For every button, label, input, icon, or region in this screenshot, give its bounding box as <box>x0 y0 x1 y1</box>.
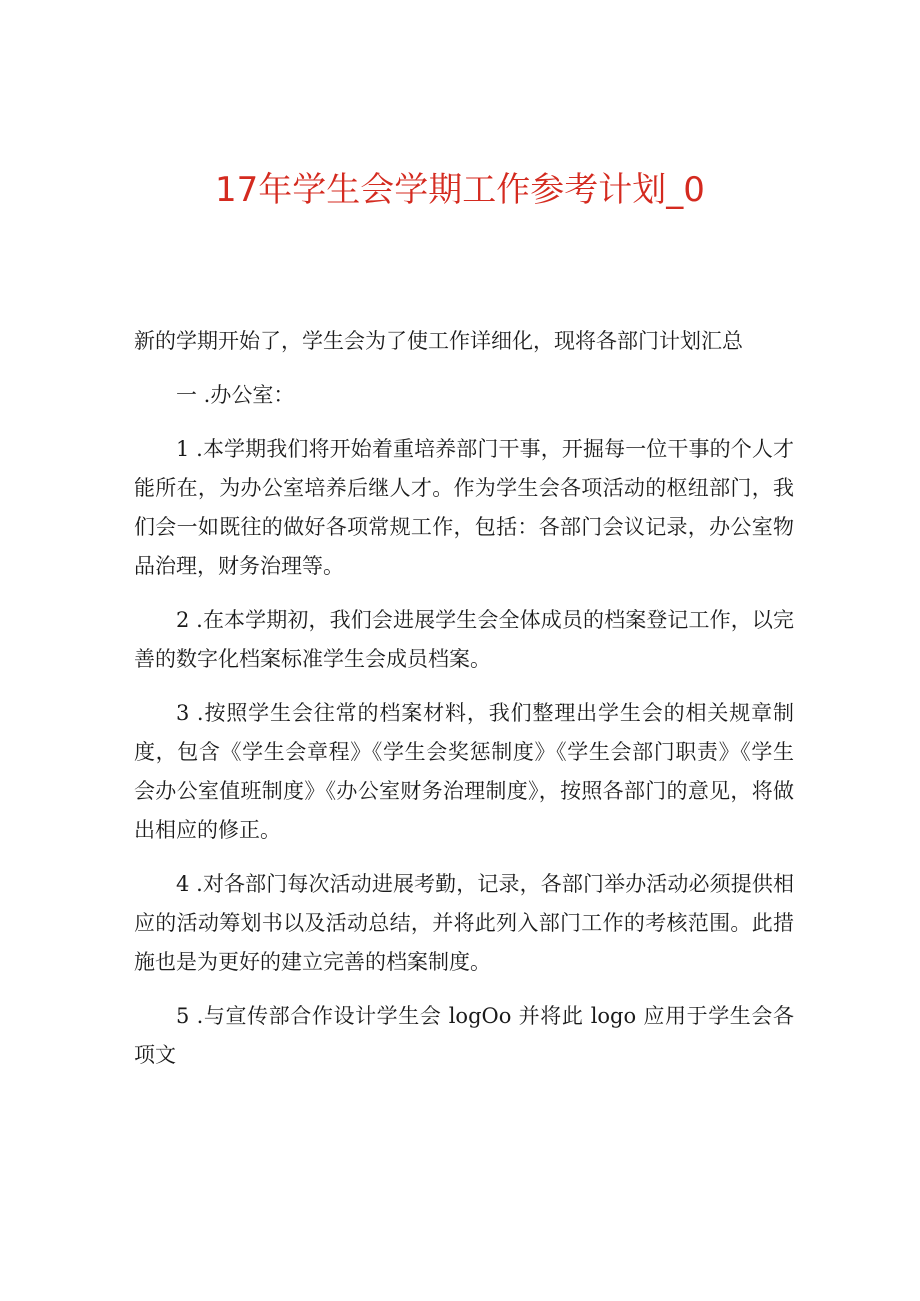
paragraph-item-1: 1 .本学期我们将开始着重培养部门干事，开掘每一位干事的个人才能所在，为办公室培养后继人才。作为学生会各项活动的枢纽部门，我们会一如既往的做好各项常规工作，包括：各部门会议记录，办公室物品治理，财务治理等。 <box>134 437 794 578</box>
intro-paragraph: 新的学期开始了，学生会为了使工作详细化，现将各部门计划汇总 <box>134 329 743 353</box>
paragraph-item-5: 5 .与宣传部合作设计学生会 logOo 并将此 logo 应用于学生会各项文 <box>134 1004 794 1067</box>
document-title: 17年学生会学期工作参考计划_0 <box>215 170 705 210</box>
section-heading-office: 一 .办公室： <box>176 383 295 407</box>
document-body <box>134 322 794 1090</box>
paragraph-item-3: 3 .按照学生会往常的档案材料，我们整理出学生会的相关规章制度，包含《学生会章程》《学生会奖惩制度》《学生会部门职责》《学生会办公室值班制度》《办公室财务治理制度》，按照各部门的意见，将做出相应的修正。 <box>134 701 794 842</box>
paragraph-item-4: 4 .对各部门每次活动进展考勤，记录，各部门举办活动必须提供相应的活动筹划书以及活动总结，并将此列入部门工作的考核范围。此措施也是为更好的建立完善的档案制度。 <box>134 872 794 974</box>
paragraph-item-2: 2 .在本学期初，我们会进展学生会全体成员的档案登记工作，以完善的数字化档案标准学生会成员档案。 <box>134 608 794 671</box>
